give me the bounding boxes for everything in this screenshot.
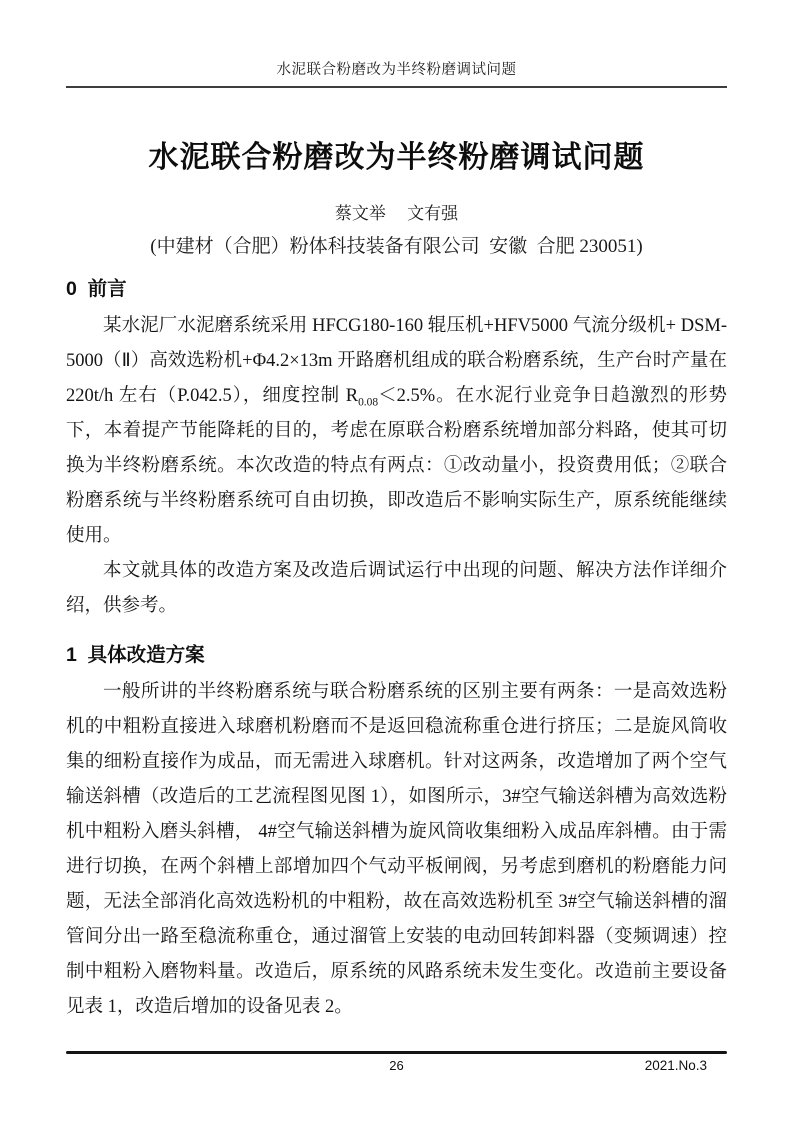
header-rule <box>66 86 727 88</box>
affiliation-line: (中建材（合肥）粉体科技装备有限公司 安徽 合肥 230051) <box>150 236 643 257</box>
running-head: 水泥联合粉磨改为半终粉磨调试问题 <box>276 62 517 78</box>
paragraph-foreword-1: 某水泥厂水泥磨系统采用 HFCG180-160 辊压机+HFV5000 气流分级机+ DSM-5000（Ⅱ）高效选粉机+Φ4.2×13m 开路磨机组成的联合粉磨系统，生产台时产量在 220t/h 左右（P.042.5），细度控制 $R_{0.08}<2.5\%$。在水泥行业竞争日趋激烈的形势下，本着提产节能降耗的目的，考虑在原联合粉磨系统增加部分料路，使其可切换为半终粉磨系统。本次改造的特点有两点：①改动量小，投资费用低；②联合粉磨系统与半终粉磨系统可自由切换，即改造后不影响实际生产，原系统能继续使用。 <box>66 316 727 546</box>
article-title: 水泥联合粉磨改为半终粉磨调试问题 <box>148 141 645 174</box>
paragraph-retrofit-plan-1: 一般所讲的半终粉磨系统与联合粉磨系统的区别主要有两条：一是高效选粉机的中粗粉直接进入球磨机粉磨而不是返回稳流称重仓进行挤压；二是旋风筒收集的细粉直接作为成品，而无需进入球磨机。针对这两条，改造增加了两个空气输送斜槽（改造后的工艺流程图见图 1），如图所示，3#空气输送斜槽为高效选粉机中粗粉入磨头斜槽， 4#空气输送斜槽为旋风筒收集细粉入成品库斜槽。由于需进行切换，在两个斜槽上部增加四个气动平板闸阀，另考虑到磨机的粉磨能力问题，无法全部消化高效选粉机的中粗粉，故在高效选粉机至 3#空气输送斜槽的溜管间分出一路至稳流称重仓，通过溜管上安装的电动回转卸料器（变频调速）控制中粗粉入磨物料量。改造后，原系统的风路系统未发生变化。改造前主要设备见表 1，改造后增加的设备见表 2。 <box>66 682 727 1017</box>
page-number: 26 <box>389 1058 404 1073</box>
section-heading-0-foreword: 0 前言 <box>66 278 127 300</box>
footer-rule <box>66 1051 727 1054</box>
paragraph-foreword-2: 本文就具体的改造方案及改造后调试运行中出现的问题、解决方法作详细介绍，供参考。 <box>66 561 727 616</box>
issue-label: 2021.No.3 <box>644 1058 707 1073</box>
section-heading-1-retrofit-plan: 1 具体改造方案 <box>66 644 205 666</box>
authors-line: 蔡文举 文有强 <box>334 204 459 223</box>
